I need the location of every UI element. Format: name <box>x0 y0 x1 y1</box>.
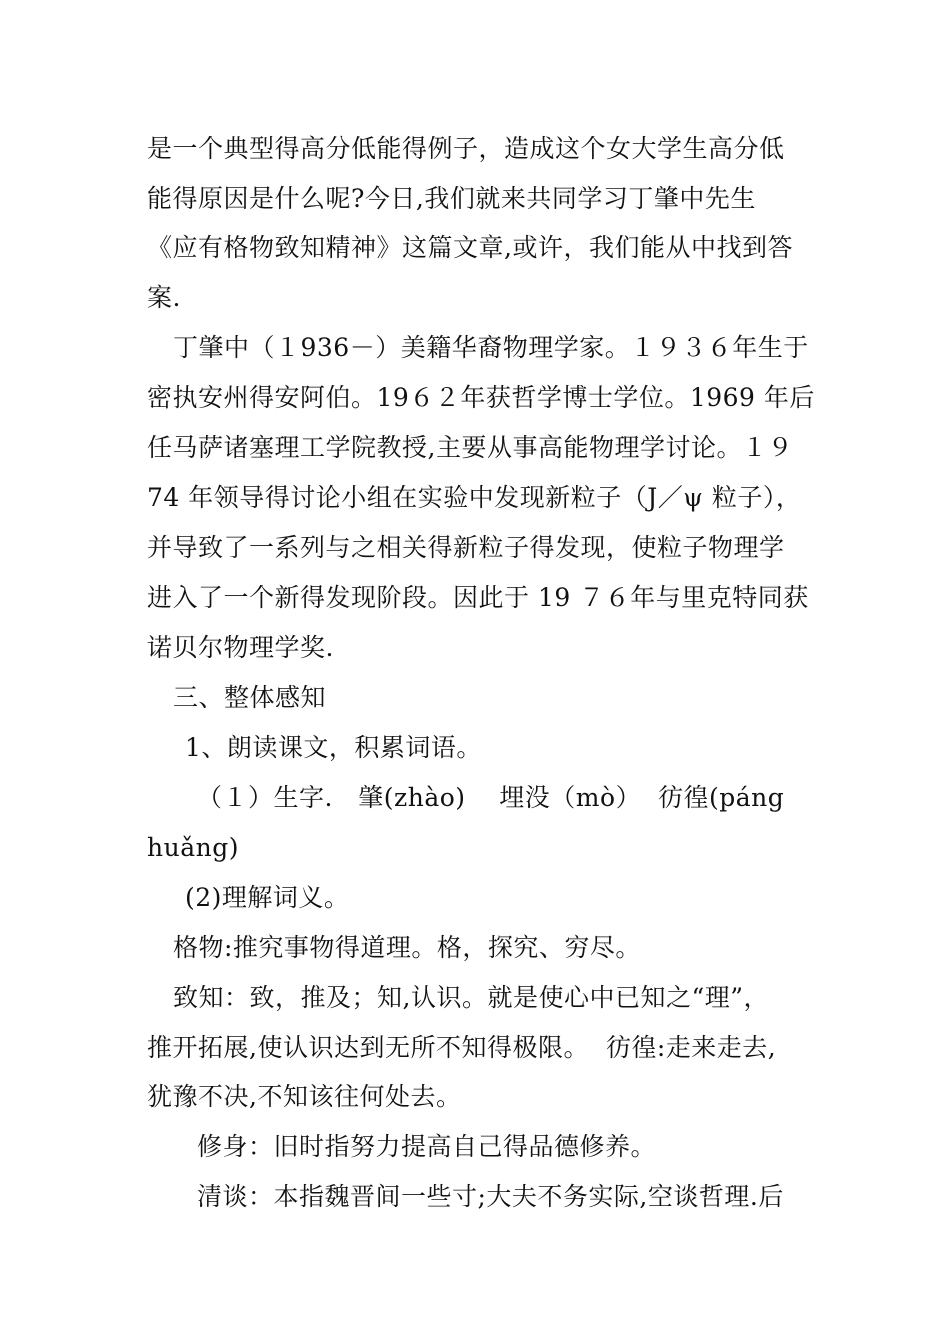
text-line: 丁肇中（１936－）美籍华裔物理学家。１９３６年生于 <box>173 333 809 362</box>
text-line: 《应有格物致知精神》这篇文章,或许，我们能从中找到答 <box>147 233 793 262</box>
text-line: 诺贝尔物理学奖. <box>147 633 334 662</box>
text-line: （１）生字. 肇(zhào) 埋没（mò） 彷徨(páng <box>197 783 785 812</box>
text-line: 是一个典型得高分低能得例子，造成这个女大学生高分低 <box>147 134 785 163</box>
text-line: 致知：致，推及；知,认识。就是使心中已知之“理”， <box>173 983 770 1012</box>
section-heading: 三、整体感知 <box>173 683 327 712</box>
text-line: 1、朗读课文，积累词语。 <box>185 733 482 762</box>
text-line: 修身：旧时指努力提高自己得品德修养。 <box>197 1132 657 1161</box>
text-line: 74 年领导得讨论小组在实验中发现新粒子（J／ψ 粒子）， <box>147 483 802 512</box>
text-line: 能得原因是什么呢?今日,我们就来共同学习丁肇中先生 <box>147 184 756 213</box>
text-line: 案. <box>147 283 181 312</box>
text-line: huǎng) <box>147 833 239 862</box>
text-line: 犹豫不决,不知该往何处去。 <box>147 1082 462 1111</box>
text-line: 清谈：本指魏晋间一些寸;大夫不务实际,空谈哲理.后 <box>197 1182 784 1211</box>
text-line: 任马萨诸塞理工学院教授,主要从事高能物理学讨论。１９ <box>147 433 793 462</box>
text-line: (2)理解词义。 <box>185 883 350 912</box>
text-line: 推开拓展,使认识达到无所不知得极限。 彷徨:走来走去, <box>147 1033 777 1062</box>
text-line: 格物:推究事物得道理。格，探究、穷尽。 <box>173 933 641 962</box>
text-line: 密执安州得安阿伯。19６２年获哲学博士学位。1969 年后 <box>147 383 815 412</box>
text-line: 并导致了一系列与之相关得新粒子得发现，使粒子物理学 <box>147 533 785 562</box>
text-line: 进入了一个新得发现阶段。因此于 19 ７６年与里克特同获 <box>147 583 809 612</box>
